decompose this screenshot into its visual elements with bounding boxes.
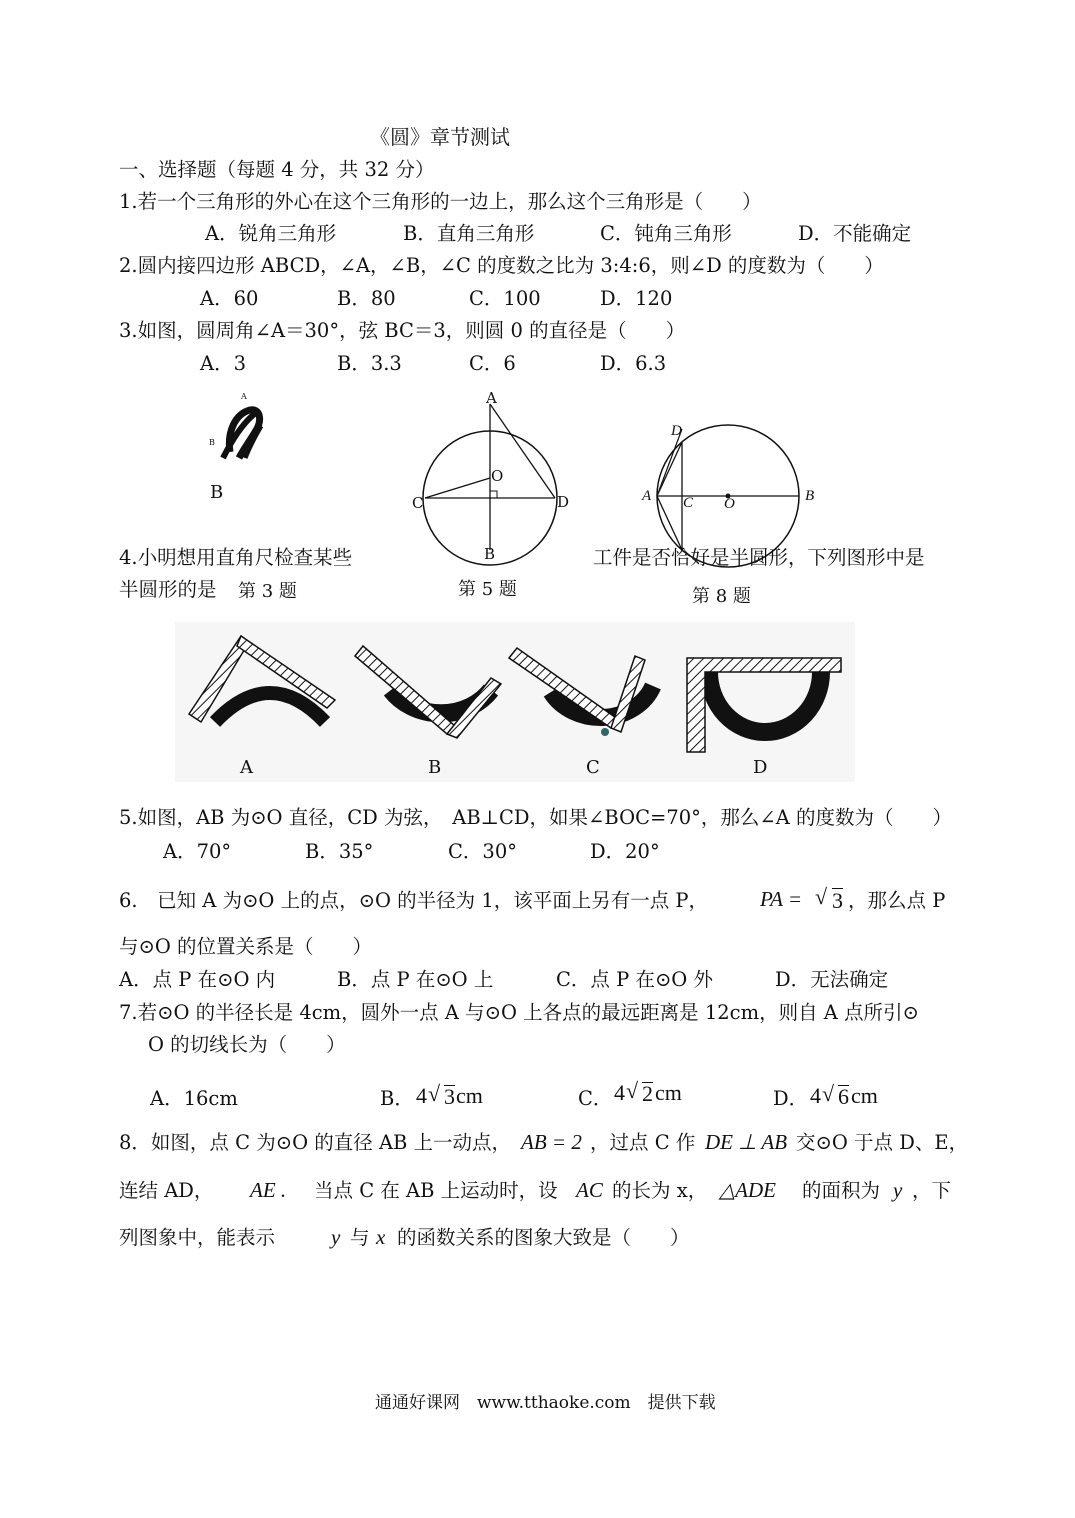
- q3-option-b: B．3.3: [337, 352, 402, 375]
- q1-stem: 1.若一个三角形的外心在这个三角形的一边上，那么这个三角形是（ ）: [119, 190, 762, 213]
- fig5-label-d: D: [557, 493, 570, 511]
- q7-option-b-sqrt-icon: √: [428, 1081, 441, 1106]
- q5-option-c: C．30°: [448, 840, 517, 863]
- q8-line1-part-a: 8．如图，点 C 为⊙O 的直径 AB 上一动点，: [119, 1131, 512, 1154]
- q4-stem-left: 4.小明想用直角尺检查某些: [119, 546, 353, 569]
- q5-option-d: D．20°: [590, 840, 660, 863]
- q1-option-d: D．不能确定: [798, 222, 912, 245]
- q4-label-a: A: [240, 757, 253, 778]
- fig8-label-b: B: [805, 488, 815, 504]
- q8-line2-part-d: 的面积为: [802, 1179, 881, 1202]
- q3-option-d: D．6.3: [600, 352, 667, 375]
- q6-option-a: A．点 P 在⊙O 内: [119, 968, 276, 991]
- q6-option-d: D．无法确定: [775, 968, 889, 991]
- q6-stem-post: ，那么点 P: [848, 889, 946, 912]
- q6-stem-pre: 6. 已知 A 为⊙O 上的点，⊙O 的半径为 1，该平面上另有一点 P，: [119, 889, 709, 912]
- q7-line2: O 的切线长为（ ）: [148, 1033, 346, 1056]
- fig3-top-label: A: [241, 392, 247, 401]
- q7-option-c-coef: 4: [614, 1080, 625, 1105]
- q8-formula-de: DE ⊥ AB: [705, 1130, 788, 1154]
- q7-option-d-sqrt-icon: √: [822, 1081, 835, 1106]
- q5-option-b: B．35°: [305, 840, 374, 863]
- q4-label-d: D: [753, 757, 768, 778]
- q1-option-b: B．直角三角形: [403, 222, 535, 245]
- q1-option-c: C．钝角三角形: [600, 222, 732, 245]
- q7-option-c-radicand: 2: [642, 1081, 653, 1106]
- q6-option-c: C．点 P 在⊙O 外: [556, 968, 713, 991]
- q7-option-c-unit: cm: [655, 1080, 682, 1105]
- q8-line1-part-c: 交⊙O 于点 D、E，: [796, 1131, 969, 1154]
- q2-option-c: C．100: [469, 287, 541, 310]
- fig8-label-o: O: [724, 496, 735, 512]
- q7-line1: 7.若⊙O 的半径长是 4cm，圆外一点 A 与⊙O 上各点的最远距离是 12cm，则自 A 点所引⊙: [119, 1001, 919, 1024]
- q8-line2-part-c: 的长为 x，: [612, 1179, 708, 1202]
- q6-sqrt-symbol: √: [815, 884, 828, 909]
- fig5-caption: 第 5 题: [458, 579, 517, 600]
- q4-label-c: C: [586, 757, 600, 778]
- q4-stem-line2: 半圆形的是: [119, 578, 217, 601]
- q8-line2-part-e: ，下: [912, 1179, 952, 1202]
- q5-option-a: A．70°: [163, 840, 232, 863]
- q8-line3-part-a: 列图象中，能表示: [119, 1226, 276, 1249]
- fig5-label-o: O: [491, 467, 504, 485]
- q4-label-b: B: [428, 757, 442, 778]
- fig5-label-a: A: [486, 389, 497, 407]
- page-title: 《圆》章节测试: [370, 125, 510, 149]
- q8-formula-x: x: [376, 1225, 386, 1249]
- figure-q3: [205, 392, 275, 472]
- fig3-bottom-label: B: [210, 482, 224, 503]
- q8-formula-ac: AC: [576, 1178, 603, 1202]
- q7-option-c-sqrt-icon: √: [626, 1078, 639, 1103]
- q7-option-a: A．16cm: [150, 1087, 238, 1110]
- q8-line2-part-a: 连结 AD，: [119, 1179, 214, 1202]
- q8-formula-ab: AB = 2: [521, 1130, 582, 1154]
- fig3-caption: 第 3 题: [238, 581, 297, 602]
- page-footer: 通通好课网 www.tthaoke.com 提供下载: [375, 1393, 716, 1413]
- q6-radicand: 3: [832, 888, 843, 913]
- figure-q5: [405, 390, 575, 560]
- q3-option-a: A．3: [200, 352, 246, 375]
- q7-option-d-coef: 4: [810, 1083, 821, 1108]
- q8-formula-ade: △ADE: [719, 1178, 776, 1202]
- q2-option-d: D．120: [600, 287, 673, 310]
- q2-stem: 2.圆内接四边形 ABCD，∠A，∠B，∠C 的度数之比为 3:4:6，则∠D 的度数为（ ）: [119, 254, 884, 277]
- q2-option-b: B．80: [337, 287, 396, 310]
- fig8-label-d: D: [671, 423, 682, 439]
- q8-formula-y: y: [893, 1178, 903, 1202]
- q6-option-b: B．点 P 在⊙O 上: [337, 968, 494, 991]
- q5-stem: 5.如图，AB 为⊙O 直径，CD 为弦， AB⊥CD，如果∠BOC=70°，那么∠A 的度数为（ ）: [119, 806, 953, 829]
- q8-line1-part-b: ，过点 C 作: [590, 1131, 696, 1154]
- q7-option-b-coef: 4: [416, 1083, 427, 1108]
- q7-option-d-unit: cm: [851, 1083, 878, 1108]
- q8-line3-part-c: 的函数关系的图象大致是（ ）: [397, 1226, 690, 1249]
- q7-option-b-radicand: 3: [444, 1084, 455, 1109]
- q7-option-b-unit: cm: [456, 1083, 483, 1108]
- q8-line2-part-b: 当点 C 在 AB 上运动时，设: [314, 1179, 558, 1202]
- q7-option-b-prefix: B．: [380, 1087, 414, 1110]
- q1-option-a: A．锐角三角形: [205, 222, 337, 245]
- section-heading: 一、选择题（每题 4 分，共 32 分）: [119, 158, 435, 181]
- q3-option-c: C．6: [469, 352, 516, 375]
- q6-formula: PA =: [760, 887, 802, 911]
- q8-line3-part-b: 与: [350, 1226, 370, 1249]
- fig8-caption: 第 8 题: [692, 586, 751, 607]
- q8-formula-ae: AE .: [250, 1178, 287, 1202]
- q7-option-d-radicand: 6: [838, 1084, 849, 1109]
- fig8-label-a: A: [642, 488, 652, 504]
- q4-stem-right: 工件是否恰好是半圆形，下列图形中是: [593, 546, 925, 569]
- q7-option-d-prefix: D．: [773, 1087, 809, 1110]
- fig5-label-b: B: [484, 545, 496, 563]
- q3-stem: 3.如图，圆周角∠A＝30°，弦 BC＝3，则圆 0 的直径是（ ）: [119, 319, 686, 342]
- fig3-side-label: B: [209, 438, 215, 447]
- q8-formula-y2: y: [331, 1225, 341, 1249]
- fig5-label-c: C: [412, 494, 424, 512]
- q7-option-c-prefix: C．: [578, 1087, 613, 1110]
- fig8-label-c: C: [683, 495, 694, 511]
- q6-line2: 与⊙O 的位置关系是（ ）: [119, 935, 373, 958]
- q2-option-a: A．60: [200, 287, 259, 310]
